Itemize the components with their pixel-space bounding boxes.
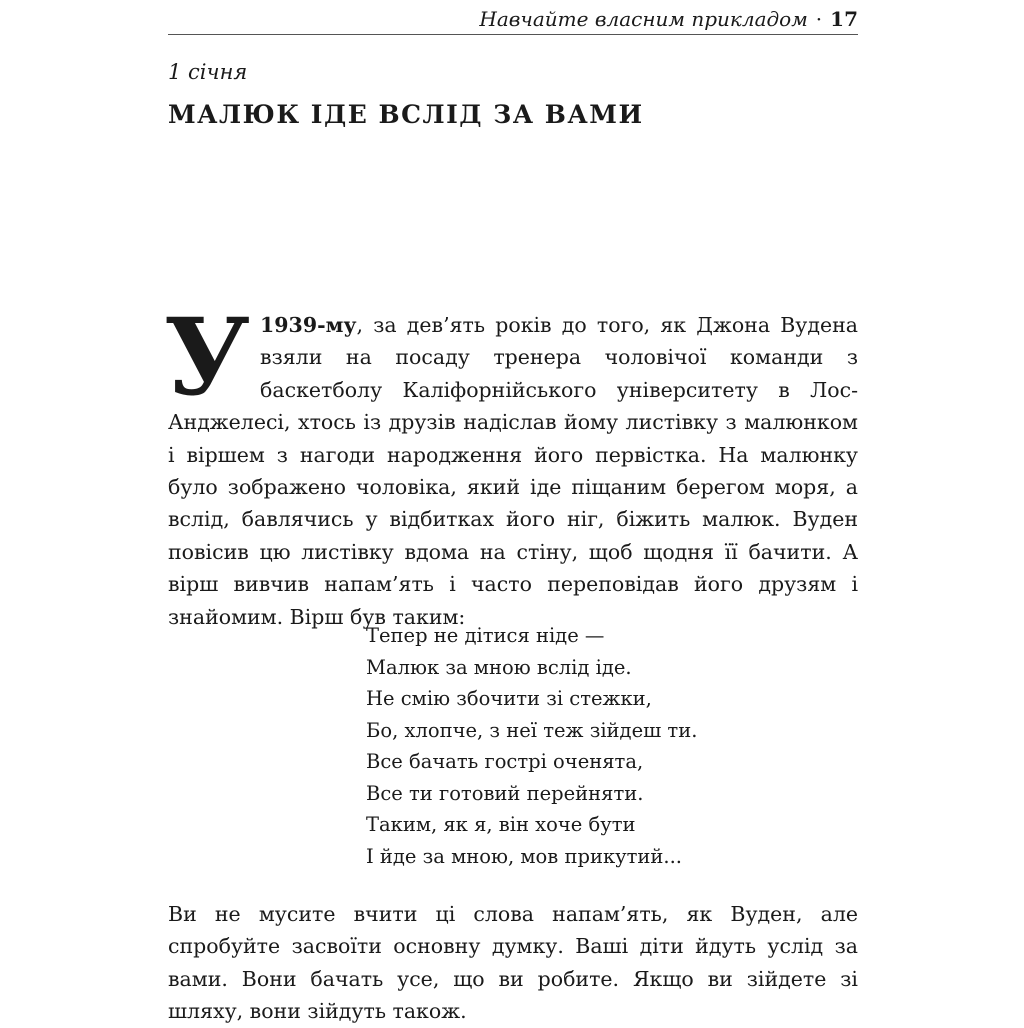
poem-line: Не смію збочити зі стежки,: [366, 687, 652, 710]
running-header: [168, 6, 858, 35]
body-paragraph-1: [164, 294, 858, 633]
poem-line: Малюк за мною вслід іде.: [366, 655, 632, 679]
poem-line: Тепер не дітися ніде —: [366, 624, 605, 647]
poem-line: Все бачать гострі оченята,: [366, 750, 644, 773]
poem-line: Все ти готовий перейняти.: [366, 781, 644, 805]
drop-cap: У: [164, 294, 251, 419]
entry-heading: МАЛЮК ІДЕ ВСЛІД ЗА ВАМИ: [168, 100, 644, 129]
poem-block: [366, 620, 697, 872]
running-header-separator: ·: [815, 7, 823, 31]
paragraph-1-text: , за дев’ять років до того, як Джона Вудена взяли на посаду тренера чоловічої команди з баскетболу Каліфорнійського університету в Лос-Анджелесі, хтось із друзів надіслав йому листівку з малюнком і віршем з нагоди народження його первістка. На малюнку було зображено чоловіка, який іде піщаним берегом моря, а вслід, бавлячись у відбитках його ніг, біжить малюк. Вуден повісив цю листівку вдома на стіну, щоб щодня її бачити. А вірш вивчив напам’ять і часто переповідав його друзям і знайомим. Вірш був таким:: [168, 313, 858, 629]
poem-line: І йде за мною, мов прикутий...: [366, 844, 682, 868]
lead-in-text: 1939-му: [260, 313, 357, 337]
running-header-title: Навчайте власним прикладом: [479, 7, 808, 31]
poem-line: Бо, хлопче, з неї теж зійдеш ти.: [366, 718, 698, 742]
poem-line: Таким, як я, він хоче бути: [366, 813, 636, 836]
page-number: 17: [830, 7, 858, 31]
entry-date: 1 січня: [168, 60, 248, 84]
body-paragraph-2: Ви не мусите вчити ці слова напам’ять, як Вуден, але спробуйте засвоїти основну думку. Ваші діти йдуть услід за вами. Вони бачать усе, що ви робите. Якщо ви зійдете зі шляху, вони зійдуть також.: [168, 902, 858, 1024]
